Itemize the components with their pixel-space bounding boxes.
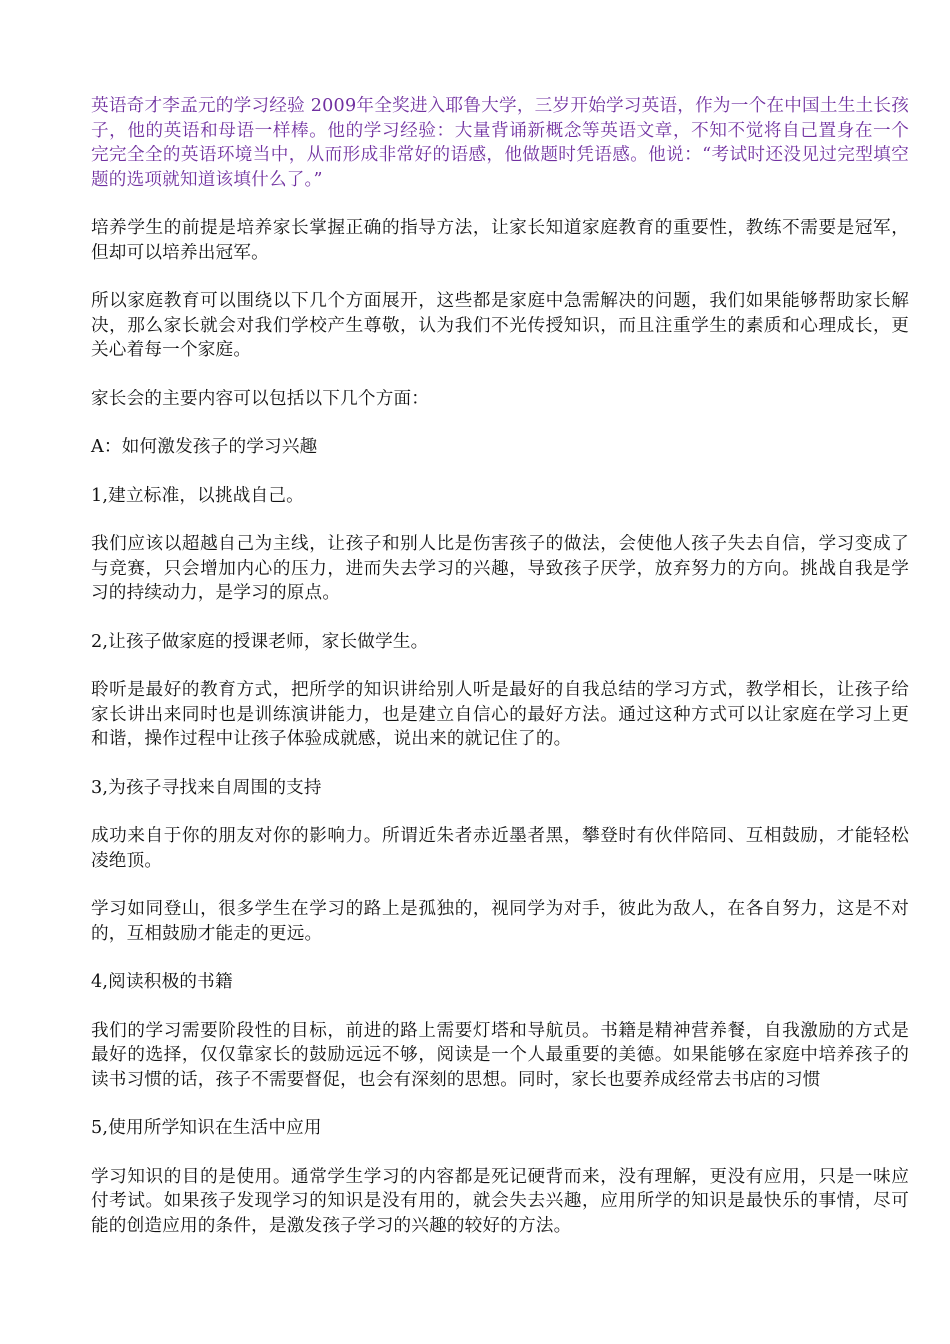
- paragraph-item-5: 学习知识的目的是使用。通常学生学习的内容都是死记硬背而来，没有理解，更没有应用，只是一味应付考试。如果孩子发现学习的知识是没有用的，就会失去兴趣，应用所学的知识是最快乐的事情，尽可能的创造应用的条件，是激发孩子学习的兴趣的较好的方法。: [91, 1166, 909, 1236]
- item-heading-1: 1,建立标准，以挑战自己。: [91, 485, 304, 506]
- paragraph-family-education: 所以家庭教育可以围绕以下几个方面展开，这些都是家庭中急需解决的问题，我们如果能够帮助家长解决，那么家长就会对我们学校产生尊敬，认为我们不光传授知识，而且注重学生的素质和心理成长，更关心着每一个家庭。: [91, 291, 909, 360]
- item-heading-5: 5,使用所学知识在生活中应用: [91, 1118, 322, 1138]
- paragraph-item-1: 我们应该以超越自己为主线，让孩子和别人比是伤害孩子的做法，会使他人孩子失去自信，学习变成了与竞赛，只会增加内心的压力，进而失去学习的兴趣，导致孩子厌学，放弃努力的方向。挑战自我是学习的持续动力，是学习的原点。: [91, 534, 909, 603]
- item-heading-2: 2,让孩子做家庭的授课老师，家长做学生。: [91, 631, 429, 652]
- document-page: [91, 94, 909, 1262]
- paragraph-item-3a: 成功来自于你的朋友对你的影响力。所谓近朱者赤近墨者黑，攀登时有伙伴陪同、互相鼓励，才能轻松凌绝顶。: [91, 826, 909, 871]
- paragraph-meeting-content: 家长会的主要内容可以包括以下几个方面：: [91, 388, 430, 409]
- item-heading-3: 3,为孩子寻找来自周围的支持: [91, 777, 322, 798]
- paragraph-item-2: 聆听是最好的教育方式，把所学的知识讲给别人听是最好的自我总结的学习方式，教学相长，让孩子给家长讲出来同时也是训练演讲能力，也是建立自信心的最好方法。通过这种方式可以让家庭在学习上更和谐，操作过程中让孩子体验成就感，说出来的就记住了的。: [91, 680, 909, 749]
- paragraph-parent-guidance: 培养学生的前提是培养家长掌握正确的指导方法，让家长知道家庭教育的重要性，教练不需要是冠军，但却可以培养出冠军。: [91, 218, 909, 263]
- intro-highlight-paragraph: 英语奇才李孟元的学习经验 2009年全奖进入耶鲁大学，三岁开始学习英语，作为一个在中国土生土长孩子，他的英语和母语一样棒。他的学习经验：大量背诵新概念等英语文章，不知不觉将自己置身在一个完完全全的英语环境当中，从而形成非常好的语感，他做题时凭语感。他说：“考试时还没见过完型填空题的选项就知道该填什么了。”: [91, 96, 909, 190]
- paragraph-item-3b: 学习如同登山，很多学生在学习的路上是孤独的，视同学为对手，彼此为敌人，在各自努力，这是不对的，互相鼓励才能走的更远。: [91, 899, 909, 944]
- section-heading-a: A：如何激发孩子的学习兴趣: [91, 437, 318, 457]
- item-heading-4: 4,阅读积极的书籍: [91, 972, 233, 992]
- paragraph-item-4: 我们的学习需要阶段性的目标，前进的路上需要灯塔和导航员。书籍是精神营养餐，自我激励的方式是最好的选择，仅仅靠家长的鼓励远远不够，阅读是一个人最重要的美德。如果能够在家庭中培养孩子的读书习惯的话，孩子不需要督促，也会有深刻的思想。同时，家长也要养成经常去书店的习惯: [91, 1020, 909, 1090]
